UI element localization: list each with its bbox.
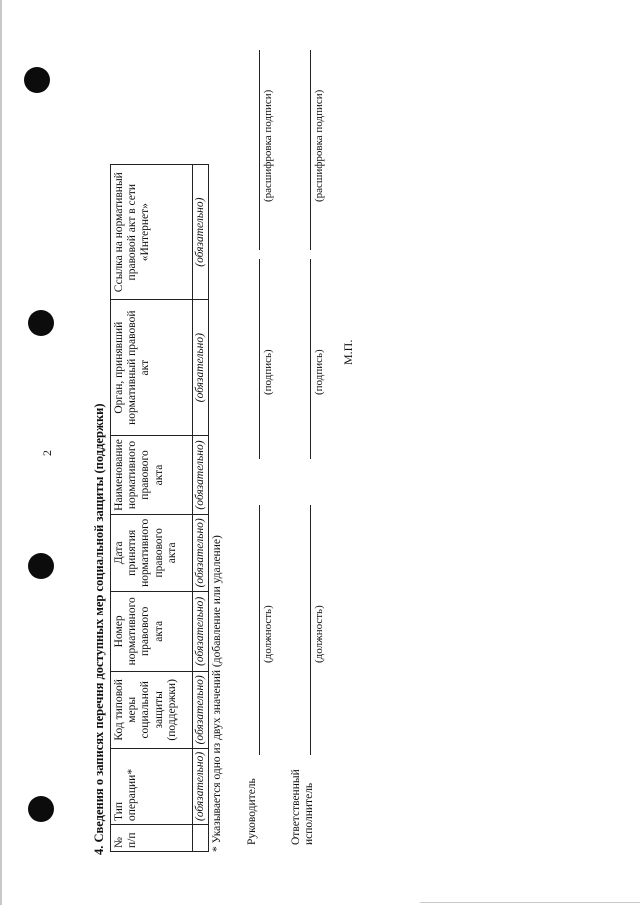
col-issuing-body-header: Орган, принявший нормативный правовой акт (111, 300, 193, 436)
col-act-name-header: Наименование нормативного правового акта (111, 436, 193, 515)
head-decoding-caption: (расшифровка подписи) (262, 89, 274, 202)
executor-position-line (310, 505, 311, 755)
executor-position-caption: (должность) (313, 605, 325, 663)
col-number-header: № п/п (111, 825, 193, 852)
executor-decoding-caption: (расшифровка подписи) (313, 89, 325, 202)
executor-label: Ответственный исполнитель (290, 769, 316, 845)
col-operation-type-header: Тип операции* (111, 748, 193, 824)
req-cell-act-date: (обязательно) (193, 514, 209, 591)
req-cell-issuing-body: (обязательно) (193, 300, 209, 436)
footnote: * Указывается одно из двух значений (добавление или удаление) (211, 535, 223, 852)
req-cell-operation-type: (обязательно) (193, 748, 209, 824)
section-title: 4. Сведения о записях перечня доступных мер социальной защиты (поддержки) (92, 403, 106, 855)
social-protection-table (110, 164, 209, 852)
head-signature-line (259, 259, 260, 459)
executor-signature-line (310, 259, 311, 459)
req-cell-number (193, 825, 209, 852)
col-act-link-header: Ссылка на нормативный правовой акт в сети «Интернет» (111, 165, 193, 300)
col-act-date-header: Дата принятия нормативного правового акта (111, 514, 193, 591)
req-cell-act-link: (обязательно) (193, 165, 209, 300)
col-act-number-header: Номер нормативного правового акта (111, 591, 193, 671)
seal-placeholder: М.П. (341, 339, 355, 365)
req-cell-measure-code: (обязательно) (193, 671, 209, 748)
req-cell-act-name: (обязательно) (193, 436, 209, 515)
executor-decoding-line (310, 50, 311, 250)
requirement-row (193, 165, 209, 852)
header-row (111, 165, 193, 852)
col-measure-code-header: Код типовой меры социальной защиты (поддержки) (111, 671, 193, 748)
page-number: 2 (40, 450, 54, 456)
head-position-caption: (должность) (262, 605, 274, 663)
req-cell-act-number: (обязательно) (193, 591, 209, 671)
head-label: Руководитель (246, 778, 258, 845)
executor-signature-caption: (подпись) (313, 349, 325, 395)
head-decoding-line (259, 50, 260, 250)
head-position-line (259, 505, 260, 755)
head-signature-caption: (подпись) (262, 349, 274, 395)
